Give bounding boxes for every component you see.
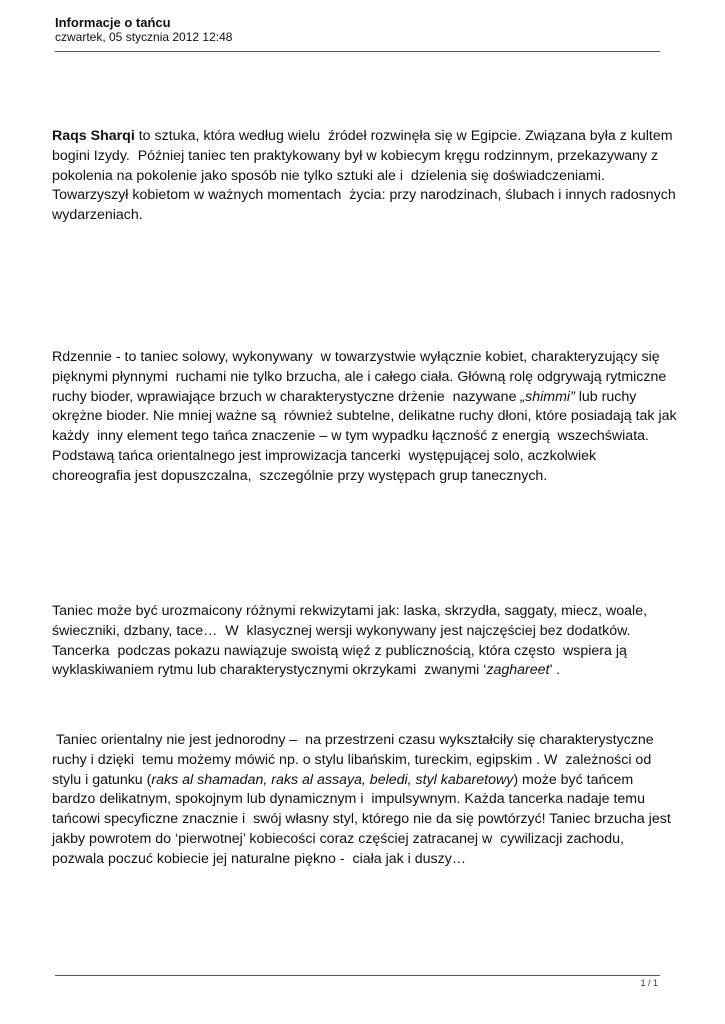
paragraph-props [52,602,677,681]
paragraph-bold-lead: Raqs Sharqi [52,128,135,144]
paragraph-italic-term: zaghareet [486,662,550,679]
document-title: Informacje o tańcu [55,15,171,30]
paragraph-text-a: Rdzennie - to taniec solowy, wykonywany w towarzystwie wyłącznie kobiet, charakteryzujący się pięknymi płynnymi ruchami nie tylko brzucha, ale i całego ciała. Główną rolę odgrywają rytmiczne ruchy bioder, wprawiające brzuch w charakterystyczne drżenie nazywane [52,349,671,405]
paragraph-text-b: ) może być tańcem bardzo delikatnym, spokojnym lub dynamicznym i impulsywnym. Każda tancerka nadaje temu tańcowi specyficzne znacznie i swój własny styl, którego nie da się powtórzyć! Taniec brzucha jest jakby powrotem do ‘pierwotnej’ kobiecości coraz częściej zatracanej w cywilizacji zachodu, pozwala poczuć kobiecie jej naturalne piękno - ciała jak i duszy… [52,771,679,867]
paragraph-intro [52,127,680,226]
paragraph-text-a: Taniec może być urozmaicony różnymi rekwizytami jak: laska, skrzydła, saggaty, miecz, woale, świeczniki, dzbany, tace… W klasycznej wersji wykonywany jest najczęściej bez dodatków. Tancerka podczas pokazu nawiązuje swoistą więź z publicznością, która często wspiera ją wyklaskiwaniem rytmu lub charakterystycznymi okrzykami zwanymi ‘ [52,603,651,679]
page-number: 1 / 1 [640,978,658,988]
document-header [55,15,660,45]
footer-divider [55,975,660,976]
document-date: czwartek, 05 stycznia 2012 12:48 [55,30,233,44]
paragraph-text: to sztuka, która według wielu źródeł rozwinęła się w Egipcie. Związana była z kultem bogini Izydy. Później taniec ten praktykowany był w kobiecym kręgu rodzinnym, przekazywany z pokolenia na pokolenie jako sposób nie tylko sztuki ale i dzielenia się doświadczeniami. Towarzyszył kobietom w ważnych momentach życia: przy narodzinach, ślubach i innych radosnych wydarzeniach. [52,128,680,224]
paragraph-italic-term: „shimmi” [520,388,575,405]
paragraph-text-b: ’ . [549,662,561,679]
header-divider [55,51,660,52]
paragraph-styles [52,731,677,870]
paragraph-text-a: Taniec orientalny nie jest jednorodny – na przestrzeni czasu wykształciły się charakterystyczne ruchy i dzięki temu możemy mówić np. o stylu libańskim, tureckim, egipskim . W zależności od stylu i gatunku ( [52,732,658,788]
paragraph-origins [52,348,681,487]
paragraph-italic-styles: raks al shamadan, raks al assaya, beledi, styl kabaretowy [151,771,514,788]
paragraph-text-b: lub ruchy okrężne bioder. Nie mniej ważne są również subtelne, delikatne ruchy dłoni, które posiadają tak jak każdy inny element tego tańca znaczenie – w tym wypadku łączność z energią wszechświata. Podstawą tańca orientalnego jest improwizacja tancerki występującej solo, aczkolwiek choreografia jest dopuszczalna, szczególnie przy występach grup tanecznych. [52,388,681,484]
